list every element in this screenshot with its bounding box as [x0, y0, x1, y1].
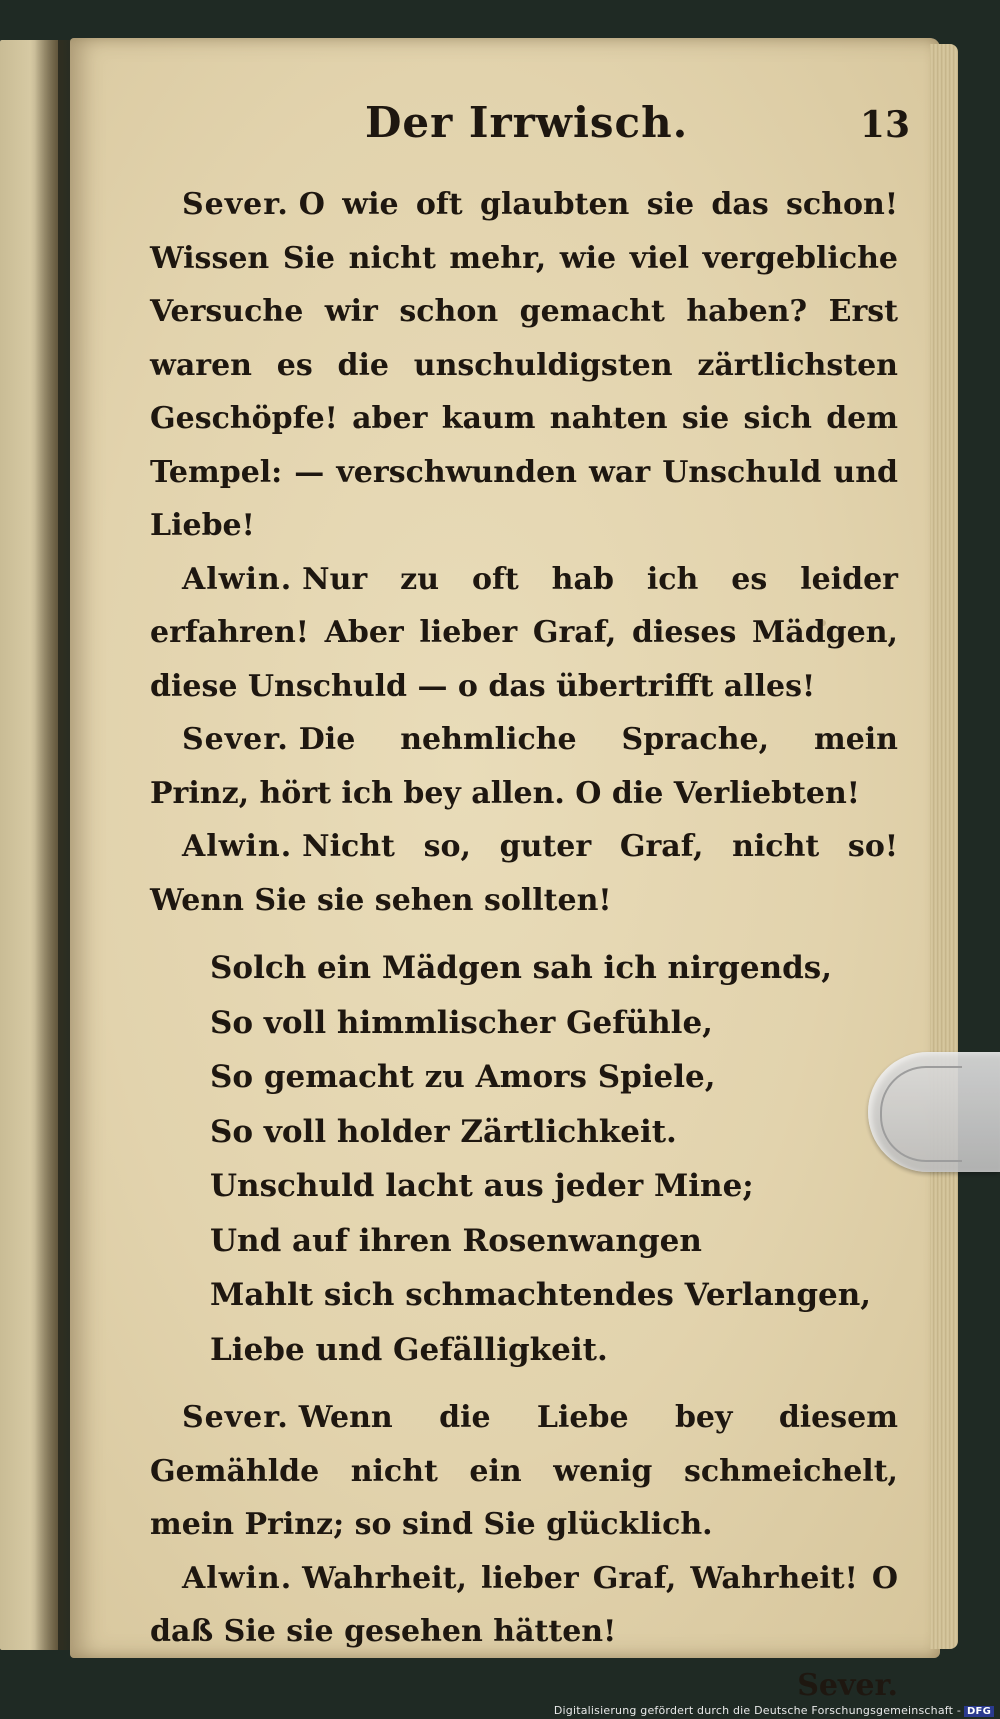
- speaker-name: Sever.: [182, 187, 289, 222]
- verse-line: So voll holder Zärtlichkeit.: [210, 1113, 677, 1150]
- speech-text: Wahrheit, lieber Graf, Wahrheit! O daß Sie sie gesehen hätten!: [150, 1560, 898, 1649]
- speech-text: Die nehmliche Sprache, mein Prinz, hört ich bey allen. O die Verliebten!: [150, 722, 898, 811]
- speech-text: Nicht so, guter Graf, nicht so! Wenn Sie sie sehen sollten!: [150, 829, 898, 918]
- speech-paragraph: [150, 820, 898, 927]
- verse-line: Mahlt sich schmachtendes Verlangen,: [210, 1277, 872, 1313]
- speech-text: O wie oft glaubten sie das schon! Wissen Sie nicht mehr, wie viel vergebliche Versuche wir schon gemacht haben? Erst waren es die unschuldigsten zärtlichsten Geschöpfe! aber kaum nahten sie sich dem Tempel: — verschwunden war Unschuld und Liebe!: [150, 187, 898, 543]
- speaker-name: Alwin.: [182, 1560, 293, 1596]
- body-text: [150, 178, 898, 1712]
- speech-paragraph: [150, 553, 898, 714]
- verse-line: Solch ein Mädgen sah ich nirgends,: [210, 950, 833, 986]
- verse-line: Unschuld lacht aus jeder Mine;: [210, 1168, 754, 1204]
- speech-paragraph: [150, 1391, 898, 1552]
- digitization-credit: [554, 1704, 994, 1717]
- catchword: Sever.: [797, 1667, 898, 1703]
- page-clip-loop: [880, 1066, 962, 1162]
- dfg-logo: DFG: [964, 1706, 994, 1717]
- speech-text: Wenn die Liebe bey diesem Gemählde nicht ein wenig schmeichelt, mein Prinz; so sind Sie glücklich.: [150, 1400, 898, 1542]
- speaker-name: Alwin.: [182, 561, 293, 597]
- speech-paragraph: [150, 178, 898, 553]
- speech-text: Nur zu oft hab ich es leider erfahren! Aber lieber Graf, dieses Mädgen, diese Unschuld — o das übertrifft alles!: [150, 561, 898, 704]
- verse-block: [210, 941, 898, 1377]
- running-title: Der Irrwisch.: [365, 98, 689, 147]
- page-fore-edge: [930, 44, 958, 1649]
- speaker-name: Alwin.: [182, 829, 293, 864]
- verse-line: So voll himmlischer Gefühle,: [210, 1004, 713, 1041]
- speaker-name: Sever.: [182, 722, 289, 757]
- verse-line: Liebe und Gefälligkeit.: [210, 1331, 608, 1368]
- page-number: 13: [859, 104, 910, 146]
- speech-paragraph: [150, 1552, 898, 1659]
- page-header: [150, 98, 910, 158]
- speaker-name: Sever.: [182, 1400, 289, 1435]
- credit-text: Digitalisierung gefördert durch die Deutsche Forschungsgemeinschaft -: [553, 1704, 962, 1717]
- speech-paragraph: [150, 713, 898, 820]
- verse-line: Und auf ihren Rosenwangen: [210, 1222, 702, 1259]
- verse-line: So gemacht zu Amors Spiele,: [210, 1059, 716, 1095]
